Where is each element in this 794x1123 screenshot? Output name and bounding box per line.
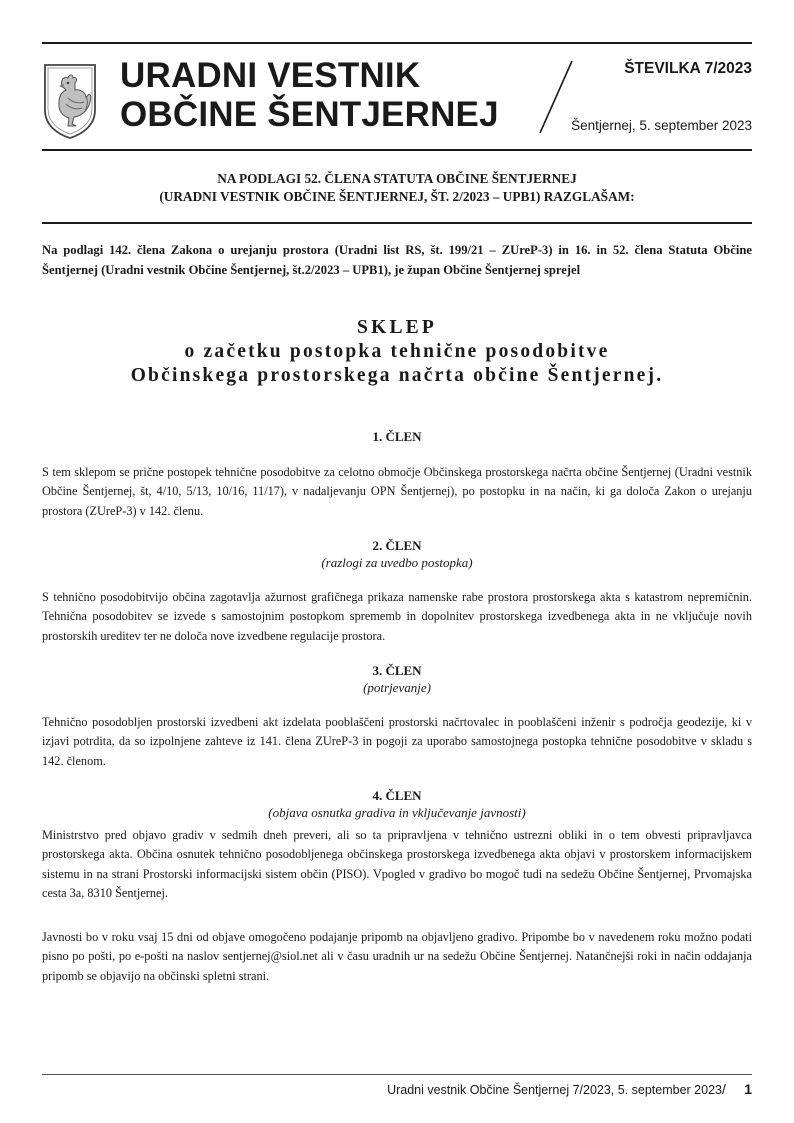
article-1-paragraph: S tem sklepom se prične postopek tehnične posodobitve za celotno območje Občinskega prostorskega načrta občine Šentjernej (Uradni vestnik Občine Šentjernej, št, 4/10, 5/13, 10/16, 11/17), v nadaljevanju OPN Šentjernej), po postopku in na način, ki ga določa Zakon o urejanju prostora (ZUreP-3) v 142. členu. <box>42 465 752 518</box>
preamble-bottom-rule <box>42 222 752 224</box>
article-subtitle: (razlogi za uvedbo postopka) <box>321 555 473 570</box>
decision-subtitle-line2: Občinskega prostorskega načrta občine Šentjernej. <box>130 365 664 386</box>
article-1-heading <box>42 428 752 445</box>
article-4-heading <box>42 787 752 821</box>
issue-number: ŠTEVILKA 7/2023 <box>624 60 752 77</box>
publication-title <box>120 56 499 134</box>
footer-rule <box>42 1074 752 1075</box>
article-subtitle: (objava osnutka gradiva in vključevanje javnosti) <box>268 805 526 820</box>
decision-subtitle-line1: o začetku postopka tehnične posodobitve <box>184 341 610 362</box>
publication-title-line1: URADNI VESTNIK <box>120 56 421 95</box>
article-4-paragraph-2: Javnosti bo v roku vsaj 15 dni od objave omogočeno podajanje pripomb na objavljeno gradivo. Pripombe bo v navedenem roku možno podati pisno po pošti, po e-pošti na naslov sentjernej@siol.net ali v času uradnih ur na sedežu Občine Šentjernej. Natančnejši roki in način oddajanja pripomb se objavijo na občinski spletni strani. <box>42 930 752 983</box>
issue-date: Šentjernej, 5. september 2023 <box>571 118 752 133</box>
article-subtitle: (potrjevanje) <box>363 680 431 695</box>
article-3-paragraph: Tehnično posodobljen prostorski izvedbeni akt izdelata pooblaščeni prostorski načrtovalec in pooblaščeni inženir s področja geodezije, ki v izjavi potrdita, da so izpolnjene zahteve iz 141. člena ZUreP-3 in pogoji za uporabo samostojnega postopka tehnične posodobitve v skladu s 142. členom. <box>42 715 752 768</box>
crest-icon <box>42 62 98 140</box>
preamble-line2: (URADNI VESTNIK OBČINE ŠENTJERNEJ, ŠT. 2/2023 – UPB1) RAZGLAŠAM: <box>159 189 635 204</box>
preamble-line1: NA PODLAGI 52. ČLENA STATUTA OBČINE ŠENTJERNEJ <box>217 171 577 186</box>
article-2-heading <box>42 537 752 571</box>
article-2-paragraph: S tehnično posodobitvijo občina zagotavlja ažurnost grafičnega prikaza namenske rabe prostora prostorskega akta s katastrom nepremičnin. Tehnična posodobitev se izvede s samostojnim postopkom sprememb in dopolnitev prostorskega izvedbenega akta in ne vključuje novih prostorskih ureditev ter ne določa nove izvedbene regulacije prostora. <box>42 590 752 643</box>
article-number: 1. ČLEN <box>372 429 422 444</box>
article-number: 2. ČLEN <box>372 538 422 553</box>
decision-heading <box>42 316 752 388</box>
article-number: 4. ČLEN <box>372 788 422 803</box>
footer-separator: / <box>722 1081 726 1097</box>
article-3-heading <box>42 662 752 696</box>
masthead-bottom-rule <box>42 149 752 151</box>
footer-citation: Uradni vestnik Občine Šentjernej 7/2023, 5. september 2023 <box>387 1083 722 1097</box>
preamble <box>42 170 752 206</box>
publication-title-line2: OBČINE ŠENTJERNEJ <box>120 95 499 134</box>
page-number: 1 <box>744 1081 752 1097</box>
decision-title: SKLEP <box>357 317 437 338</box>
article-4-paragraph-1: Ministrstvo pred objavo gradiv v sedmih dneh preveri, ali so ta pripravljena v tehnično ustrezni obliki in o tem obvesti pripravljavca prostorskega akta. Občina osnutek tehnično posodobljenega občinskega prostorskega izvedbenega akta objavi v prostorskem informacijskem sistemu in na strani Prostorski informacijski sistem občin (PISO). Vpogled v gradivo bo mogoč tudi na sedežu Občine Šentjernej, Prvomajska cesta 3a, 8310 Šentjernej. <box>42 828 752 900</box>
article-number: 3. ČLEN <box>372 663 422 678</box>
intro-paragraph: Na podlagi 142. člena Zakona o urejanju prostora (Uradni list RS, št. 199/21 – ZUreP-3) in 16. in 52. člena Statuta Občine Šentjernej (Uradni vestnik Občine Šentjernej, št.2/2023 – UPB1), je župan Občine Šentjernej sprejel <box>42 243 752 277</box>
top-rule <box>42 42 752 44</box>
